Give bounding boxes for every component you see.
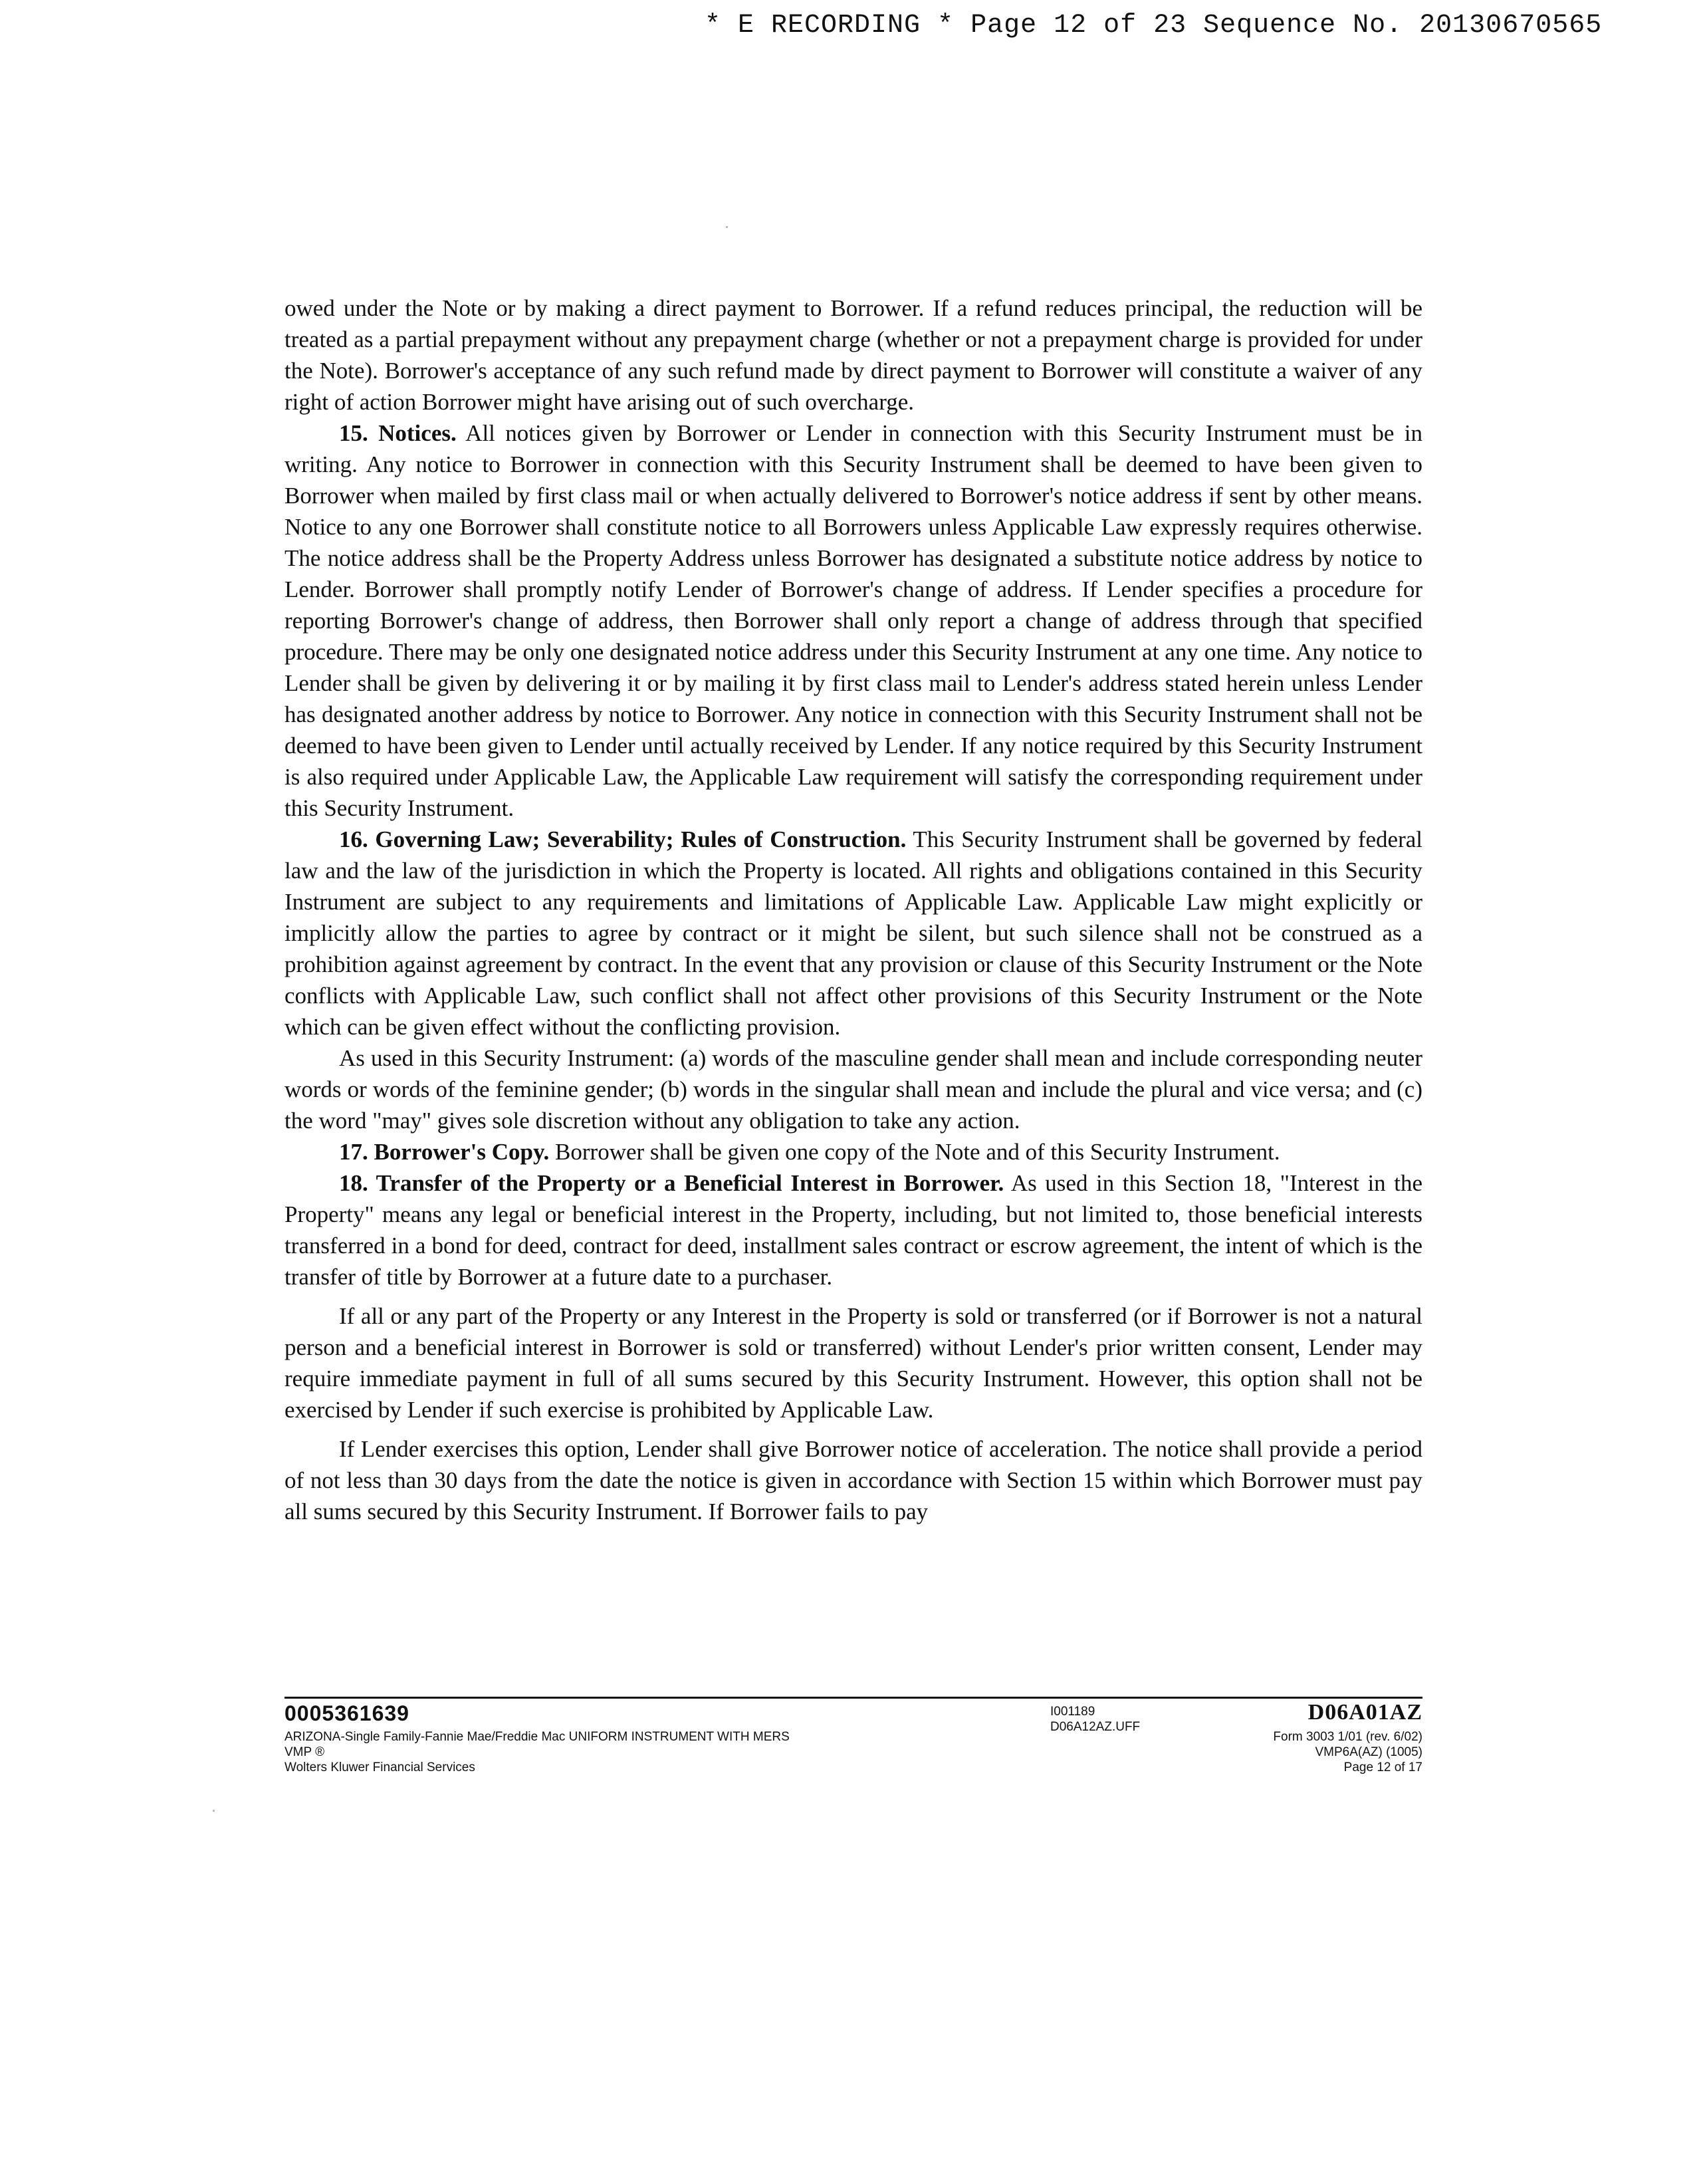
vmp-mark: VMP ®	[284, 1745, 325, 1759]
scan-speck	[726, 226, 728, 228]
page-indicator: Page 12 of 17	[1343, 1760, 1422, 1774]
footer-form-info	[284, 1729, 790, 1775]
vmp-code: VMP6A(AZ) (1005)	[1315, 1745, 1422, 1759]
paragraph-continuation: owed under the Note or by making a direct payment to Borrower. If a refund reduces principal, the reduction will be treated as a partial prepayment without any prepayment charge (whether or not a prepayment charge is provided for under the Note). Borrower's acceptance of any such refund made by direct payment to Borrower will constitute a waiver of any right of action Borrower might have arising out of such overcharge.	[284, 295, 1422, 415]
document-code: I001189	[1050, 1705, 1095, 1719]
section-18-heading: 18. Transfer of the Property or a Beneficial Interest in Borrower.	[339, 1170, 1004, 1196]
footer-form-numbers	[1273, 1729, 1422, 1775]
section-18-paragraph-2: If all or any part of the Property or any Interest in the Property is sold or transferred (or if Borrower is not a natural person and a beneficial interest in Borrower is sold or transferred) without Lender's prior written consent, Lender may require immediate payment in full of all sums secured by this Security Instrument. However, this option shall not be exercised by Lender if such exercise is prohibited by Applicable Law.	[284, 1303, 1422, 1423]
section-17-heading: 17. Borrower's Copy.	[339, 1139, 550, 1165]
form-number: Form 3003 1/01 (rev. 6/02)	[1273, 1730, 1422, 1744]
loan-number: 0005361639	[284, 1701, 409, 1725]
section-18-transfer	[284, 1167, 1422, 1292]
section-16-heading: 16. Governing Law; Severability; Rules of Construction.	[339, 826, 907, 852]
file-name: D06A12AZ.UFF	[1050, 1720, 1141, 1734]
recording-header: * E RECORDING * Page 12 of 23 Sequence No. 20130670565	[705, 11, 1603, 41]
section-16-paragraph-2: As used in this Security Instrument: (a) words of the masculine gender shall mean and include corresponding neuter words or words of the feminine gender; (b) words in the singular shall mean and include the plural and vice versa; and (c) the word "may" gives sole discretion without any obligation to take any action.	[284, 1045, 1422, 1134]
section-15-text: All notices given by Borrower or Lender in connection with this Security Instrument must be in writing. Any notice to Borrower in connection with this Security Instrument shall be deemed to have been given to Borrower when mailed by first class mail or when actually delivered to Borrower's notice address if sent by other means. Notice to any one Borrower shall constitute notice to all Borrowers unless Applicable Law expressly requires otherwise. The notice address shall be the Property Address unless Borrower has designated a substitute notice address by notice to Lender. Borrower shall promptly notify Lender of Borrower's change of address. If Lender specifies a procedure for reporting Borrower's change of address, then Borrower shall only report a change of address through that specified procedure. There may be only one designated notice address under this Security Instrument at any one time. Any notice to Lender shall be given by delivering it or by mailing it by first class mail to Lender's address stated herein unless Lender has designated another address by notice to Borrower. Any notice in connection with this Security Instrument shall not be deemed to have been given to Lender until actually received by Lender. If any notice required by this Security Instrument is also required under Applicable Law, the Applicable Law requirement will satisfy the corresponding requirement under this Security Instrument.	[284, 420, 1422, 821]
section-18-text: As used in this Section 18, "Interest in the Property" means any legal or beneficial interest in the Property, including, but not limited to, those beneficial interests transferred in a bond for deed, contract for deed, installment sales contract or escrow agreement, the intent of which is the transfer of title by Borrower at a future date to a purchaser.	[284, 1170, 1422, 1290]
section-16-governing-law	[284, 824, 1422, 1042]
document-body	[284, 293, 1422, 1527]
section-18-paragraph-3: If Lender exercises this option, Lender shall give Borrower notice of acceleration. The notice shall provide a period of not less than 30 days from the date the notice is given in accordance with Section 15 within which Borrower must pay all sums secured by this Security Instrument. If Borrower fails to pay	[284, 1436, 1422, 1524]
publisher-name: Wolters Kluwer Financial Services	[284, 1760, 475, 1774]
footer-file-codes	[1050, 1704, 1140, 1735]
form-code: D06A01AZ	[1307, 1700, 1422, 1725]
section-15-heading: 15. Notices.	[339, 420, 457, 446]
section-15-notices	[284, 418, 1422, 824]
form-footer	[284, 1697, 1422, 1785]
form-title: ARIZONA-Single Family-Fannie Mae/Freddie Mac UNIFORM INSTRUMENT WITH MERS	[284, 1730, 790, 1744]
section-17-borrowers-copy	[284, 1136, 1422, 1167]
section-16-text: This Security Instrument shall be governed by federal law and the law of the jurisdiction in which the Property is located. All rights and obligations contained in this Security Instrument are subject to any requirements and limitations of Applicable Law. Applicable Law might explicitly or implicitly allow the parties to agree by contract or it might be silent, but such silence shall not be construed as a prohibition against agreement by contract. In the event that any provision or clause of this Security Instrument or the Note conflicts with Applicable Law, such conflict shall not affect other provisions of this Security Instrument or the Note which can be given effect without the conflicting provision.	[284, 826, 1422, 1040]
section-17-text: Borrower shall be given one copy of the Note and of this Security Instrument.	[549, 1139, 1280, 1165]
scan-speck	[213, 1810, 215, 1812]
